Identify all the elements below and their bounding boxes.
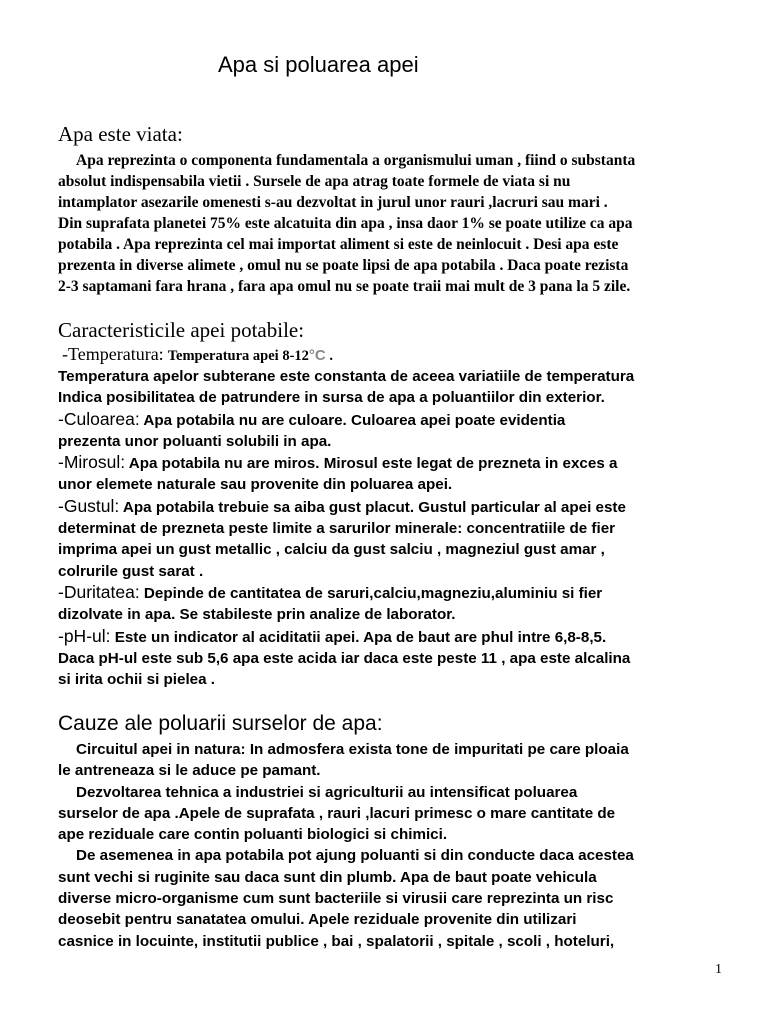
paragraph-line: Temperatura apelor subterane este constanta de aceea variatiile de temperatura: [58, 368, 635, 385]
paragraph-line: De asemenea in apa potabila pot ajung poluanti si din conducte daca acestea: [76, 847, 634, 865]
paragraph-line: determinat de prezneta peste limite a sarurilor minerale: concentratiile de fier: [58, 520, 616, 538]
ph-text: Este un indicator al aciditatii apei. Apa de baut are phul intre 6,8-8,5.: [110, 628, 607, 646]
paragraph-line: prezenta in diverse alimete , omul nu se poate lipsi de apa potabila . Daca poate rezista: [58, 257, 629, 274]
ph-line: [58, 626, 738, 648]
temperature-end: .: [325, 348, 334, 364]
temperature-label: -Temperatura:: [62, 344, 164, 364]
paragraph-line: ape reziduale care contin poluanti biologici si chimici.: [58, 826, 448, 844]
paragraph-line: Circuitul apei in natura: In admosfera exista tone de impuritati pe care ploaia: [76, 741, 629, 758]
term-gustul: -Gustul:: [58, 495, 120, 516]
paragraph-line: sunt vechi si ruginite sau daca sunt din plumb. Apa de baut poate vehicula: [58, 868, 597, 886]
paragraph-line: Indica posibilitatea de patrundere in sursa de apa a poluantiilor din exterior.: [58, 389, 605, 407]
paragraph-line: diverse micro-organisme cum sunt bacteriile si virusii care reprezinta un risc: [58, 890, 614, 908]
paragraph-line: casnice in locuinte, institutii publice , bai , spalatorii , spitale , scoli , hoteluri,: [58, 932, 615, 950]
paragraph-line: potabila . Apa reprezinta cel mai importat aliment si este de neinlocuit . Desi apa este: [58, 236, 619, 253]
paragraph-line: surselor de apa .Apele de suprafata , rauri ,lacuri primesc o mare cantitate de: [58, 804, 616, 822]
section-heading-caracteristici: Caracteristicile apei potabile:: [58, 318, 305, 342]
mirosul-text: Apa potabila nu are miros. Mirosul este legat de prezneta in exces a: [125, 455, 618, 473]
paragraph-line: intamplator asezarile omenesti s-au dezvoltat in jurul unor rauri ,lacruri sau mari .: [58, 194, 608, 211]
term-mirosul: -Mirosul:: [58, 452, 126, 473]
paragraph-line: 2-3 saptamani fara hrana , fara apa omul nu se poate traii mai mult de 3 pana la 5 zile.: [58, 278, 631, 295]
page-number: 1: [715, 962, 722, 977]
mirosul-line: [58, 452, 738, 474]
culoarea-text: Apa potabila nu are culoare. Culoarea apei poate evidentia: [139, 411, 566, 429]
celsius-unit: °C: [308, 347, 326, 364]
paragraph-line: imprima apei un gust metallic , calciu da gust salciu , magneziul gust amar ,: [58, 541, 605, 559]
paragraph-line: deosebit pentru sanatatea omului. Apele reziduale provenite din utilizari: [58, 911, 577, 929]
section-apa-este-viata-body: [58, 150, 728, 297]
gustul-line: [58, 496, 738, 518]
duritatea-line: [58, 582, 738, 604]
paragraph-line: prezenta unor poluanti solubili in apa.: [58, 432, 332, 450]
section-cauze-body: [58, 739, 738, 952]
document-title: Apa si poluarea apei: [218, 52, 419, 77]
characteristics-body: [58, 366, 738, 690]
paragraph-line: le antreneaza si le aduce pe pamant.: [58, 762, 321, 780]
temperature-line: [62, 344, 333, 365]
gustul-text: Apa potabila trebuie sa aiba gust placut. Gustul particular al apei este: [119, 498, 626, 516]
term-culoarea: -Culoarea:: [58, 408, 140, 429]
term-ph: -pH-ul:: [58, 625, 111, 646]
section-heading-cauze-poluare: Cauze ale poluarii surselor de apa:: [58, 712, 383, 735]
paragraph-line: dizolvate in apa. Se stabileste prin analize de laborator.: [58, 606, 456, 624]
paragraph-line: Apa reprezinta o componenta fundamentala a organismului uman , fiind o substanta: [76, 152, 636, 169]
duritatea-text: Depinde de cantitatea de saruri,calciu,magneziu,aluminiu si fier: [139, 584, 603, 602]
temperature-value: Temperatura apei 8-12: [167, 348, 309, 364]
culoarea-line: [58, 409, 738, 431]
paragraph-line: colrurile gust sarat .: [58, 562, 204, 580]
term-duritatea: -Duritatea:: [58, 581, 140, 602]
paragraph-line: si irita ochii si pielea .: [58, 671, 215, 689]
section-heading-apa-este-viata: Apa este viata:: [58, 122, 183, 146]
paragraph-line: Dezvoltarea tehnica a industriei si agriculturii au intensificat poluarea: [76, 783, 578, 801]
paragraph-line: absolut indispensabila vietii . Sursele de apa atrag toate formele de viata si nu: [58, 173, 571, 190]
paragraph-line: Daca pH-ul este sub 5,6 apa este acida iar daca este peste 11 , apa este alcalina: [58, 649, 631, 667]
paragraph-line: unor elemete naturale sau provenite din poluarea apei.: [58, 476, 453, 494]
paragraph-line: Din suprafata planetei 75% este alcatuita din apa , insa daor 1% se poate utilize ca apa: [58, 215, 633, 232]
